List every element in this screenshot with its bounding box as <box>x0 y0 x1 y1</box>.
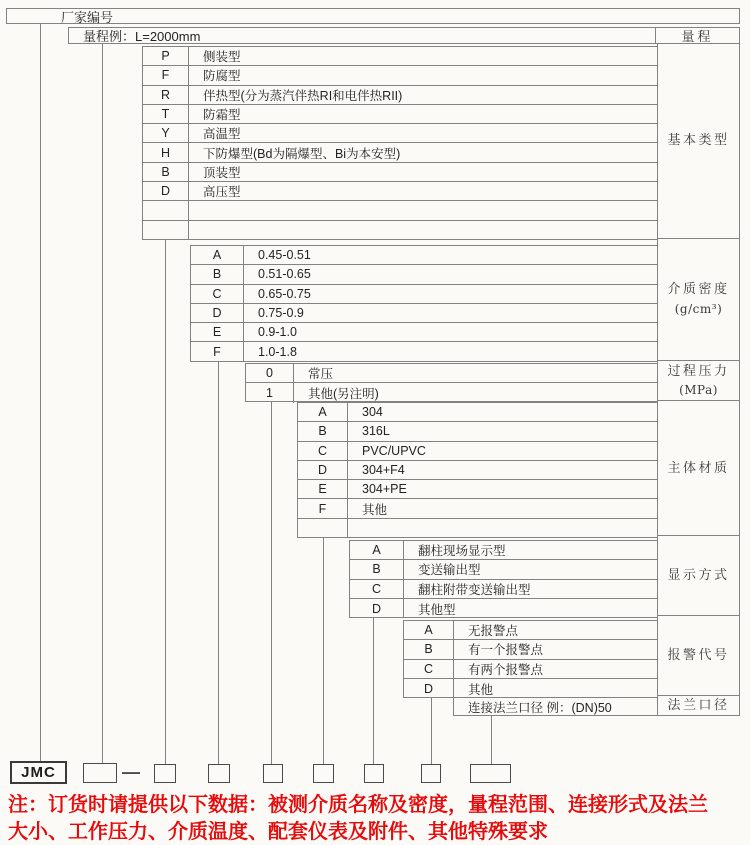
desc-cell: 伴热型(分为蒸汽伴热RI和电伴热RII) <box>203 88 403 103</box>
desc-cell: 其他 <box>468 682 494 697</box>
code-cell <box>143 201 189 219</box>
connector-line-material <box>323 538 324 764</box>
table-row <box>143 47 657 66</box>
category-label-flange-size: 法兰口径 <box>667 697 730 713</box>
code-cell: P <box>143 47 189 65</box>
code-cell: D <box>298 461 348 479</box>
manufacturer-number-label: 厂家编号 <box>61 9 114 25</box>
table-row <box>404 640 657 659</box>
desc-cell: 其他型 <box>418 602 456 617</box>
code-cell: A <box>191 246 244 264</box>
code-cell: C <box>404 660 454 678</box>
table-row <box>191 342 657 361</box>
code-cell: D <box>191 304 244 322</box>
desc-cell: 高温型 <box>203 127 241 142</box>
process-pressure-table <box>245 363 657 402</box>
table-row <box>191 285 657 304</box>
table-row <box>350 560 657 579</box>
code-cell: B <box>298 422 348 440</box>
category-label-basic-type: 基本类型 <box>658 43 739 239</box>
connector-line-basic-type <box>165 240 166 764</box>
code-cell: F <box>191 342 244 361</box>
category-label-alarm-code: 报警代号 <box>658 616 739 696</box>
table-row <box>350 599 657 618</box>
table-row <box>143 124 657 143</box>
code-cell: 1 <box>246 383 294 402</box>
desc-cell: 0.9-1.0 <box>258 325 297 340</box>
desc-cell: 防霜型 <box>203 108 241 123</box>
code-cell: B <box>191 265 244 283</box>
table-row <box>143 182 657 201</box>
body-material-table <box>297 402 657 538</box>
code-cell: B <box>143 163 189 181</box>
flange-size-row <box>453 697 657 716</box>
desc-cell: 1.0-1.8 <box>258 345 297 360</box>
code-cell: D <box>143 182 189 200</box>
ordering-note <box>8 792 748 845</box>
table-row <box>298 403 657 422</box>
desc-cell: 常压 <box>308 367 334 382</box>
code-cell: A <box>350 541 404 559</box>
code-cell <box>143 221 189 240</box>
model-code-box-pressure <box>263 764 283 783</box>
table-row <box>191 265 657 284</box>
table-row <box>454 698 657 715</box>
code-cell: B <box>350 560 404 578</box>
category-label-display-mode: 显示方式 <box>658 536 739 616</box>
desc-cell: 翻柱附带变送输出型 <box>418 582 531 597</box>
connector-line-pressure <box>271 402 272 764</box>
table-row <box>143 163 657 182</box>
table-row <box>298 499 657 518</box>
model-code-box-range <box>83 763 117 783</box>
table-row <box>143 66 657 85</box>
connector-line-flange <box>491 716 492 764</box>
desc-cell: 316L <box>362 424 390 439</box>
desc-cell: 防腐型 <box>203 69 241 84</box>
table-row <box>298 422 657 441</box>
code-cell: E <box>191 323 244 341</box>
category-label-body-material: 主体材质 <box>658 401 739 536</box>
code-cell: B <box>404 640 454 658</box>
table-row <box>298 480 657 499</box>
table-row <box>143 143 657 162</box>
desc-cell: 304+F4 <box>362 463 405 478</box>
desc-cell: 0.65-0.75 <box>258 286 311 301</box>
flange-size-text: 连接法兰口径 例：(DN)50 <box>468 700 612 715</box>
model-prefix-label: JMC <box>21 764 56 781</box>
table-row <box>246 383 657 402</box>
table-row <box>298 461 657 480</box>
table-row <box>298 519 657 538</box>
code-cell: F <box>143 66 189 84</box>
table-row <box>191 246 657 265</box>
desc-cell: 其他(另注明) <box>308 386 379 401</box>
connector-line-range <box>102 44 103 763</box>
table-row <box>191 323 657 342</box>
range-example-text: 量程例：L=2000mm <box>83 29 201 44</box>
table-row <box>298 442 657 461</box>
table-row <box>404 621 657 640</box>
model-code-box-material <box>313 764 334 783</box>
code-cell: C <box>298 442 348 460</box>
basic-type-table <box>142 46 657 240</box>
code-cell: C <box>350 580 404 598</box>
category-label-column <box>657 43 740 716</box>
code-cell <box>298 519 348 538</box>
manufacturer-number-box <box>6 8 740 24</box>
desc-cell: 无报警点 <box>468 624 519 639</box>
code-cell: T <box>143 105 189 123</box>
desc-cell: 变送输出型 <box>418 563 481 578</box>
desc-cell: 304+PE <box>362 482 407 497</box>
desc-cell: 顶装型 <box>203 165 241 180</box>
code-cell: H <box>143 143 189 161</box>
desc-cell <box>348 519 657 538</box>
desc-cell <box>189 201 657 219</box>
model-code-box-density <box>208 764 230 783</box>
code-cell: 0 <box>246 364 294 382</box>
table-row <box>404 660 657 679</box>
desc-cell: 翻柱现场显示型 <box>418 544 506 559</box>
code-cell: A <box>298 403 348 421</box>
desc-cell <box>189 221 657 240</box>
desc-cell: 0.45-0.51 <box>258 248 311 263</box>
model-code-box-basic-type <box>154 764 176 783</box>
desc-cell: 其他 <box>362 502 388 517</box>
model-code-box-display <box>364 764 384 783</box>
category-label-process-pressure: 过程压力 (MPa) <box>658 361 739 402</box>
table-row <box>143 105 657 124</box>
code-cell: D <box>404 679 454 698</box>
table-row <box>404 679 657 698</box>
desc-cell: 304 <box>362 405 383 420</box>
ordering-note-line2: 大小、工作压力、介质温度、配套仪表及附件、其他特殊要求 <box>8 821 548 843</box>
table-row <box>143 221 657 240</box>
model-prefix-box <box>10 761 67 784</box>
desc-cell: 下防爆型(Bd为隔爆型、Bi为本安型) <box>203 146 401 161</box>
model-code-dash: — <box>122 761 140 782</box>
desc-cell: 0.75-0.9 <box>258 306 304 321</box>
connector-line-density <box>218 362 219 764</box>
desc-cell: 有两个报警点 <box>468 662 544 677</box>
code-cell: A <box>404 621 454 639</box>
desc-cell: 侧装型 <box>203 50 241 65</box>
table-row <box>143 86 657 105</box>
code-cell: Y <box>143 124 189 142</box>
table-row <box>246 364 657 383</box>
code-cell: E <box>298 480 348 498</box>
range-row <box>68 27 740 44</box>
model-code-box-alarm <box>421 764 441 783</box>
code-cell: D <box>350 599 404 618</box>
table-row <box>143 201 657 220</box>
medium-density-table <box>190 245 657 362</box>
table-row <box>350 580 657 599</box>
display-mode-table <box>349 540 657 618</box>
desc-cell: 高压型 <box>203 185 241 200</box>
table-row <box>191 304 657 323</box>
code-cell: R <box>143 86 189 104</box>
connector-line-display <box>373 618 374 764</box>
alarm-code-table <box>403 620 657 698</box>
code-cell: F <box>298 499 348 517</box>
connector-line-alarm <box>431 698 432 764</box>
desc-cell: 0.51-0.65 <box>258 267 311 282</box>
desc-cell: PVC/UPVC <box>362 443 426 458</box>
range-category-label: 量程 <box>655 28 739 43</box>
category-label-medium-density: 介质密度 (g/cm³) <box>658 239 739 361</box>
ordering-note-line1: 注：订货时请提供以下数据：被测介质名称及密度，量程范围、连接形式及法兰 <box>8 794 708 816</box>
desc-cell: 有一个报警点 <box>468 643 544 658</box>
model-code-box-flange <box>470 764 511 783</box>
table-row <box>350 541 657 560</box>
connector-line-manufacturer <box>40 24 41 762</box>
code-cell: C <box>191 285 244 303</box>
